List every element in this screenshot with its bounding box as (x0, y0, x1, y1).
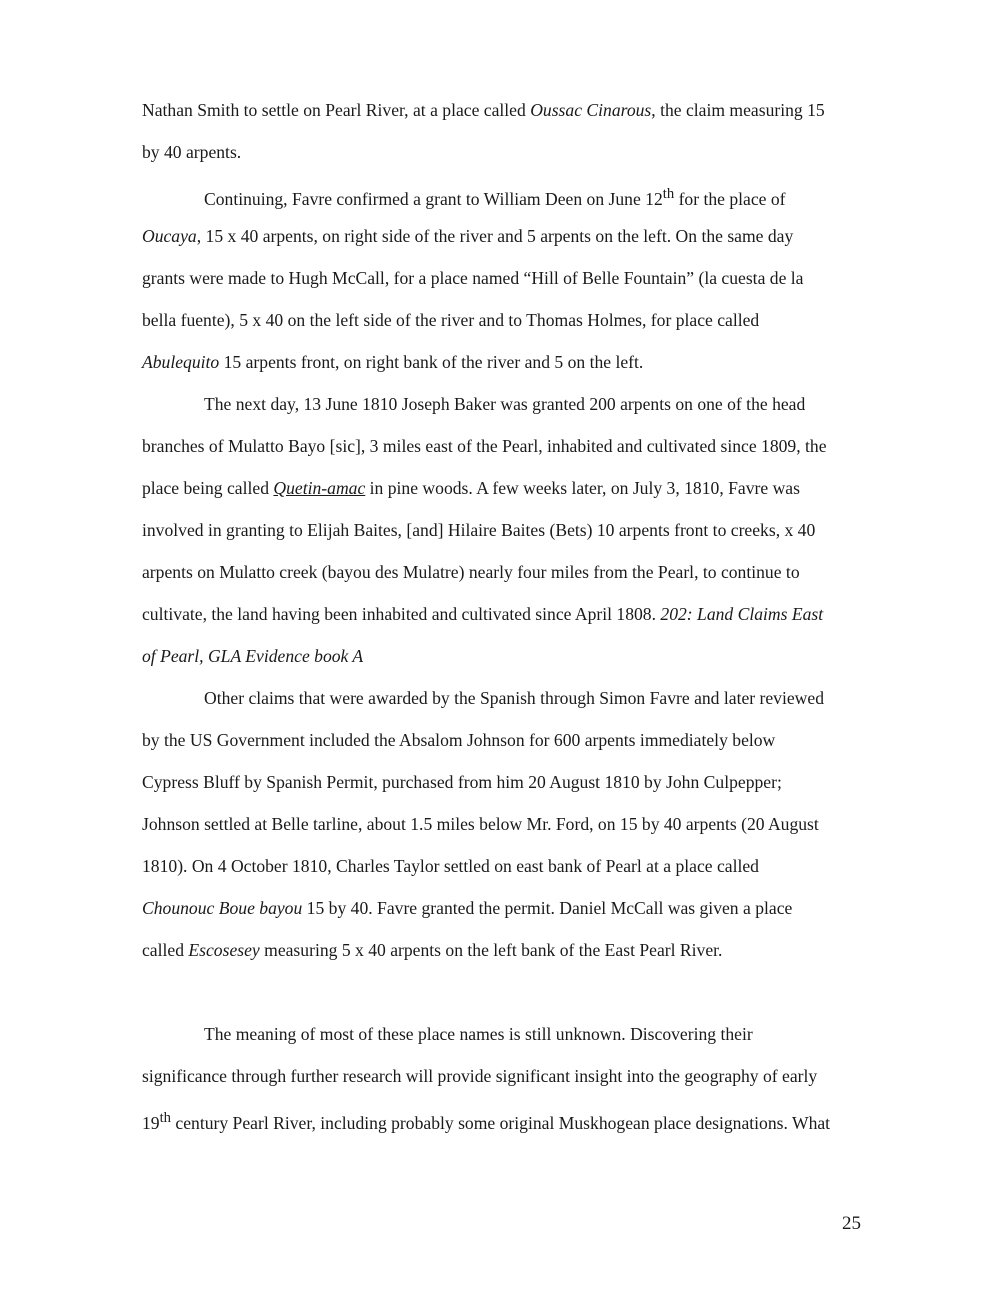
text-line: Abulequito 15 arpents front, on right bank of the river and 5 on the left. (142, 352, 644, 372)
text-line: Continuing, Favre confirmed a grant to William Deen on June 12th for the place of (204, 186, 786, 209)
text-line: by the US Government included the Absalom Johnson for 600 arpents immediately below (142, 730, 776, 750)
page-number: 25 (842, 1213, 861, 1234)
text-line: arpents on Mulatto creek (bayou des Mulatre) nearly four miles from the Pearl, to continue to (142, 562, 800, 582)
text-line: called Escosesey measuring 5 x 40 arpents on the left bank of the East Pearl River. (142, 940, 723, 960)
text-line: Other claims that were awarded by the Spanish through Simon Favre and later reviewed (204, 688, 824, 708)
text-line: 19th century Pearl River, including probably some original Muskhogean place designations. What (142, 1110, 831, 1133)
text-line: The meaning of most of these place names is still unknown. Discovering their (204, 1024, 753, 1044)
text-line: Johnson settled at Belle tarline, about 1.5 miles below Mr. Ford, on 15 by 40 arpents (20 August (142, 814, 819, 834)
text-line: involved in granting to Elijah Baites, [and] Hilaire Baites (Bets) 10 arpents front to creeks, x 40 (142, 520, 816, 540)
text-line: 1810). On 4 October 1810, Charles Taylor settled on east bank of Pearl at a place called (142, 856, 759, 876)
text-line: Oucaya, 15 x 40 arpents, on right side of the river and 5 arpents on the left. On the same day (142, 226, 794, 246)
text-line: cultivate, the land having been inhabited and cultivated since April 1808. 202: Land Claims East (142, 604, 824, 624)
text-line: grants were made to Hugh McCall, for a place named “Hill of Belle Fountain” (la cuesta de la (142, 268, 804, 288)
text-line: Chounouc Boue bayou 15 by 40. Favre granted the permit. Daniel McCall was given a place (142, 898, 793, 918)
text-line: The next day, 13 June 1810 Joseph Baker was granted 200 arpents on one of the head (204, 394, 806, 414)
text-line: Nathan Smith to settle on Pearl River, at a place called Oussac Cinarous, the claim measuring 15 (142, 100, 825, 120)
text-line: by 40 arpents. (142, 142, 242, 162)
text-line: significance through further research will provide significant insight into the geography of early (142, 1066, 818, 1086)
text-line: Cypress Bluff by Spanish Permit, purchased from him 20 August 1810 by John Culpepper; (142, 772, 782, 792)
text-line: bella fuente), 5 x 40 on the left side of the river and to Thomas Holmes, for place called (142, 310, 760, 330)
text-line: branches of Mulatto Bayo [sic], 3 miles east of the Pearl, inhabited and cultivated since 1809, the (142, 436, 827, 456)
text-line: place being called Quetin-amac in pine woods. A few weeks later, on July 3, 1810, Favre was (142, 478, 800, 498)
text-line: of Pearl, GLA Evidence book A (142, 646, 364, 666)
